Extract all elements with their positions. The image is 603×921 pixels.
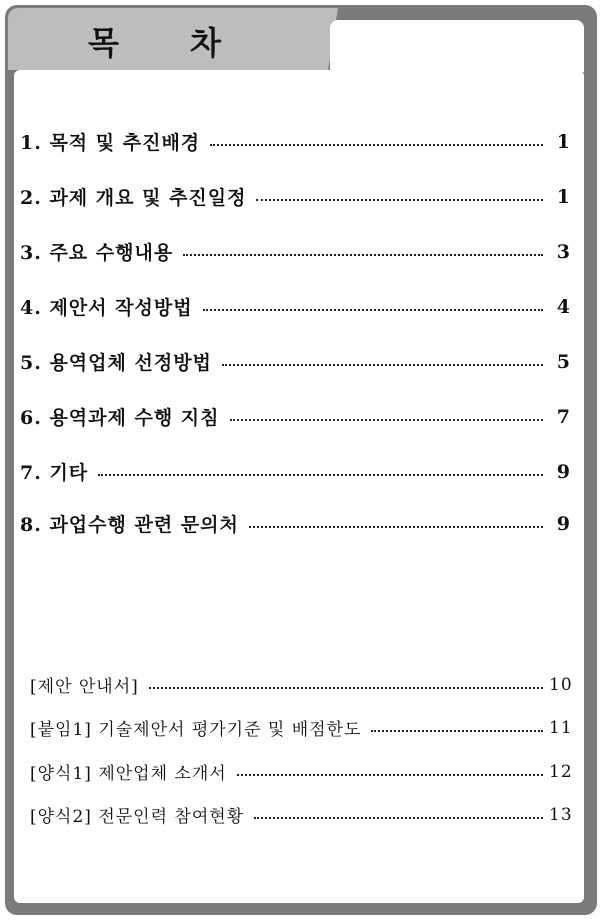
leader-dots [256,199,543,201]
leader-dots [98,474,543,476]
toc-entry [20,348,571,375]
appendix-entry-page: 10 [549,674,573,695]
appendix-entry [30,802,571,827]
appendix-entry-page: 12 [549,761,573,782]
toc-entry-label: 3. 주요 수행내용 [20,242,174,264]
toc-entry-label: 2. 과제 개요 및 추진일정 [20,187,247,209]
leader-dots [222,364,543,366]
page-title: 목 차 [88,24,251,62]
frame-top-right [330,20,584,72]
leader-dots [183,254,543,256]
appendix-entry [30,759,571,784]
appendix-entry [30,672,571,697]
toc-entry-label: 4. 제안서 작성방법 [20,297,193,319]
leader-dots [254,817,543,819]
leader-dots [210,144,543,146]
toc-entry [20,183,571,210]
appendix-entry-label: [제안 안내서] [30,677,139,697]
toc-entry-page: 5 [556,350,571,373]
appendix-entry-label: [양식2] 전문인력 참여현황 [30,807,245,827]
toc-entry-label: 6. 용역과제 수행 지침 [20,407,220,429]
leader-dots [237,774,543,776]
leader-dots [249,526,543,528]
leader-dots [149,687,543,689]
toc-entry-page: 3 [556,240,571,263]
toc-entry [20,128,571,155]
appendix-entry-label: [붙임1] 기술제안서 평가기준 및 배점한도 [30,720,362,740]
leader-dots [203,309,543,311]
appendix-entry-page: 13 [549,804,573,825]
toc-entry-label: 1. 목적 및 추진배경 [20,132,201,154]
toc-entry [20,238,571,265]
toc-entry [20,510,571,537]
toc-entry [20,403,571,430]
toc-entry-label: 5. 용역업체 선정방법 [20,352,212,374]
appendix-entry-label: [양식1] 제안업체 소개서 [30,764,227,784]
leader-dots [371,730,543,732]
appendix-entry [30,715,571,740]
toc-entry-page: 1 [556,130,571,153]
toc-entry-page: 9 [556,460,571,483]
toc-entry-page: 1 [556,185,571,208]
toc-entry-label: 8. 과업수행 관련 문의처 [20,514,239,536]
toc-entry [20,293,571,320]
toc-entry-label: 7. 기타 [20,462,89,484]
toc-entry-page: 4 [556,295,571,318]
leader-dots [230,419,543,421]
toc-entry [20,458,571,485]
toc-entry-page: 7 [556,405,571,428]
toc-entry-page: 9 [556,512,571,535]
appendix-entry-page: 11 [549,717,573,738]
